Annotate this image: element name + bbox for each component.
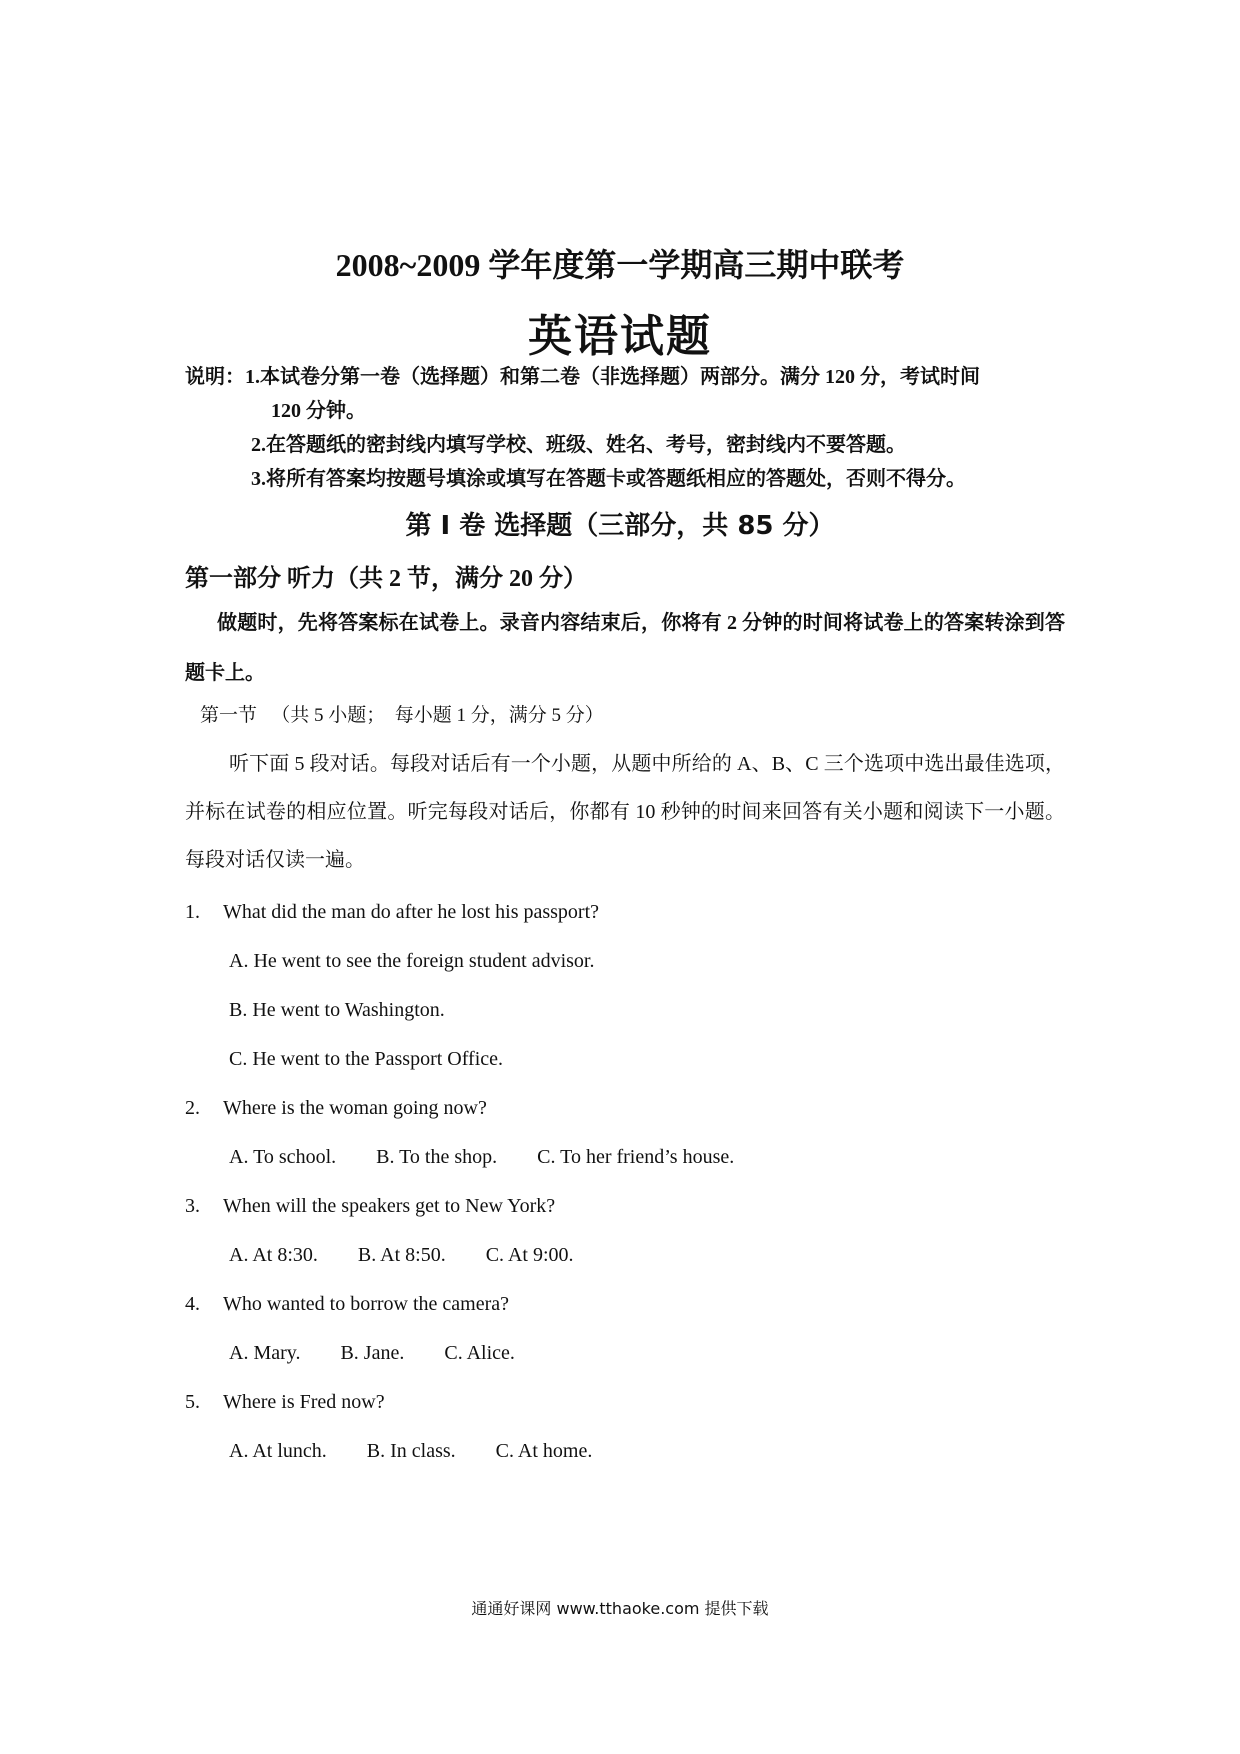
option-b: B. Jane. [340,1342,405,1364]
question-list [185,888,1085,1476]
page-footer: 通通好课网 www.tthaoke.com 提供下载 [471,1599,769,1618]
question-4 [185,1280,1085,1329]
note-line-3: 3.将所有答案均按题号填涂或填写在答题卡或答题纸相应的答题处，否则不得分。 [251,468,966,490]
question-text: When will the speakers get to New York? [223,1195,556,1217]
question-3 [185,1182,1085,1231]
note-line-1-cont: 120 分钟。 [271,400,366,422]
question-3-options [185,1231,1085,1280]
option-a: A. To school. [229,1146,337,1168]
option-b: B. In class. [366,1440,456,1462]
question-2-options [185,1133,1085,1182]
option-b: B. At 8:50. [357,1244,446,1266]
question-number: 2. [185,1097,200,1119]
subsection-title: 第一节 （共 5 小题； 每小题 1 分，满分 5 分） [200,705,604,726]
question-number: 4. [185,1293,200,1315]
part-title: 第一部分 听力（共 2 节，满分 20 分） [185,566,587,592]
part-instruction: 做题时，先将答案标在试卷上。录音内容结束后，你将有 2 分钟的时间将试卷上的答案转涂到答题卡上。 [185,612,1065,684]
option-a: A. At lunch. [229,1440,327,1462]
question-1-option-c: C. He went to the Passport Office. [229,1048,504,1070]
question-text: Where is Fred now? [223,1391,385,1413]
option-c: C. Alice. [444,1342,515,1364]
exam-subject-title: 英语试题 [528,312,712,361]
exam-notes [185,360,1085,496]
question-text: Who wanted to borrow the camera? [223,1293,509,1315]
option-a: A. Mary. [229,1342,301,1364]
question-text: What did the man do after he lost his passport? [223,901,600,923]
question-number: 1. [185,901,200,923]
question-2 [185,1084,1085,1133]
question-1-option-a: A. He went to see the foreign student advisor. [229,950,595,972]
note-line-2: 2.在答题纸的密封线内填写学校、班级、姓名、考号，密封线内不要答题。 [251,434,906,456]
question-5 [185,1378,1085,1427]
option-c: C. At 9:00. [485,1244,574,1266]
option-c: C. To her friend’s house. [537,1146,735,1168]
question-1 [185,888,1085,937]
question-5-options [185,1427,1085,1476]
section-title: 第 I 卷 选择题（三部分，共 85 分） [405,511,835,541]
exam-title: 2008~2009 学年度第一学期高三期中联考 [335,247,905,283]
question-number: 3. [185,1195,200,1217]
question-number: 5. [185,1391,200,1413]
option-c: C. At home. [495,1440,593,1462]
note-line-1: 说明：1.本试卷分第一卷（选择题）和第二卷（非选择题）两部分。满分 120 分，考试时间 [185,366,980,388]
question-4-options [185,1329,1085,1378]
subsection-instruction: 听下面 5 段对话。每段对话后有一个小题，从题中所给的 A、B、C 三个选项中选出最佳选项，并标在试卷的相应位置。听完每段对话后，你都有 10 秒钟的时间来回答有关小题和阅读下一小题。每段对话仅读一遍。 [185,753,1065,871]
question-1-option-b: B. He went to Washington. [229,999,445,1021]
option-a: A. At 8:30. [229,1244,318,1266]
option-b: B. To the shop. [376,1146,498,1168]
question-text: Where is the woman going now? [223,1097,487,1119]
